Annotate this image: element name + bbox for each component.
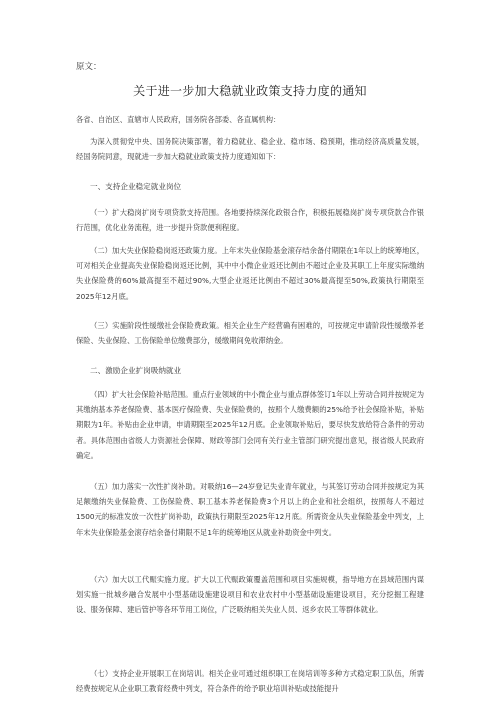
paragraph-1: （一）扩大稳岗扩岗专项贷款支持范围。各地要持续深化政银合作，积极拓展稳岗扩岗专项贷款合作银行范围，优化业务流程，进一步提升贷款便利程度。 (76, 208, 424, 233)
source-label: 原文： (76, 62, 102, 72)
paragraph-4: （四）扩大社会保险补贴范围。重点行业领域的中小微企业与重点群体签订1年以上劳动合同并按规定为其缴纳基本养老保险费、基本医疗保险费、失业保险费的，按照个人缴费额的25%给予社会保险补贴，补贴期限为1年。补贴由企业申请，申请期限至2025年12月底。企业领取补贴后，要尽快发放给符合条件的劳动者。具体范围由省级人力资源社会保障、财政等部门会同有关行业主管部门研究提出意见，报省级人民政府确定。 (76, 390, 424, 460)
section-heading-2: 二、激励企业扩岗吸纳就业 (90, 366, 182, 375)
intro-paragraph: 为深入贯彻党中央、国务院决策部署，着力稳就业、稳企业、稳市场、稳预期，推动经济高质量发展，经国务院同意，现就进一步加大稳就业政策支持力度通知如下： (76, 137, 424, 162)
paragraph-5: （五）加力落实一次性扩岗补助。对吸纳16—24岁登记失业青年就业，与其签订劳动合同并按规定为其足额缴纳失业保险费、工伤保险费、职工基本养老保险费3个月以上的企业和社会组织，按照每人不超过1500元的标准发放一次性扩岗补助，政策执行期限至2025年12月底。所需资金从失业保险基金中列支，上年末失业保险基金滚存结余备付期限不足1年的统筹地区从就业补助资金中列支。 (76, 482, 424, 537)
salutation: 各省、自治区、直辖市人民政府，国务院各部委、各直属机构： (76, 115, 281, 124)
document-title: 关于进一步加大稳就业政策支持力度的通知 (133, 84, 367, 98)
paragraph-2: （二）加大失业保险稳岗返还政策力度。上年末失业保险基金滚存结余备付期限在1年以上的统筹地区，可对相关企业提高失业保险稳岗返还比例，其中中小微企业返还比例由不超过企业及其职工上年度实际缴纳失业保险费的60%最高提至不超过90%,大型企业返还比例由不超过30%最高提至50%,政策执行期限至2025年12月底。 (76, 246, 424, 301)
section-heading-1: 一、支持企业稳定就业岗位 (90, 182, 182, 191)
paragraph-7: （七）支持企业开展职工在岗培训。相关企业可通过组织职工在岗培训等多种方式稳定职工队伍，所需经费按规定从企业职工教育经费中列支，符合条件的给予职业培训补贴或技能提升 (76, 669, 424, 694)
paragraph-6: （六）加大以工代赈实施力度。扩大以工代赈政策覆盖范围和项目实施规模，指导地方在县域范围内谋划实施一批城乡融合发展中小型基础设施建设项目和农业农村中小型基础设施建设项目，充分挖掘工程建设、服务保障、建后管护等各环节用工岗位，广泛吸纳相关失业人员、返乡农民工等群体就业。 (76, 575, 424, 615)
paragraph-3: （三）实施阶段性缓缴社会保险费政策。相关企业生产经营确有困难的，可按规定申请阶段性缓缴养老保险、失业保险、工伤保险单位缴费部分，缓缴期间免收滞纳金。 (76, 321, 424, 346)
